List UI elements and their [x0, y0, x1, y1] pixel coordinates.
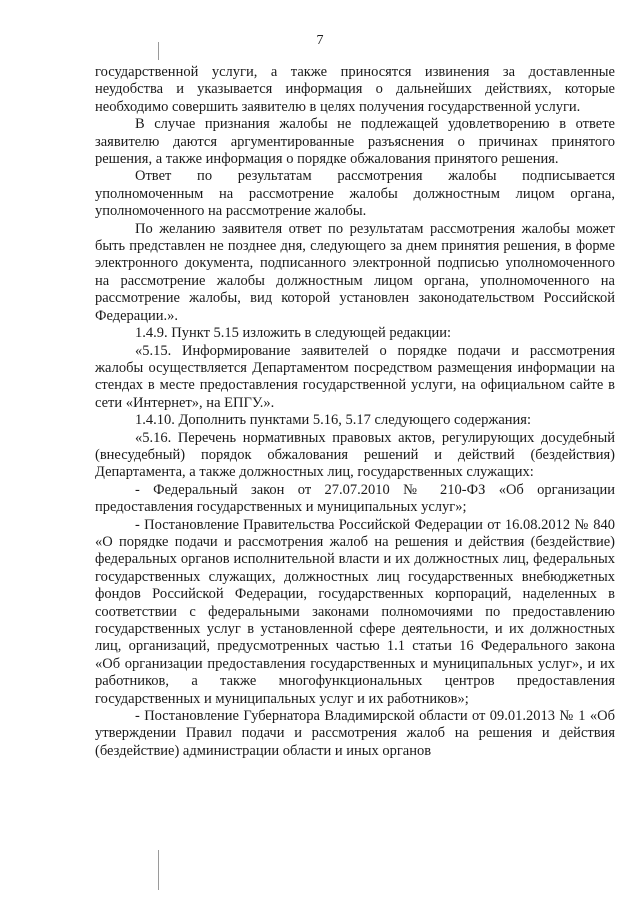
- paragraph-continuation: государственной услуги, а также приносятся извинения за доставленные неудобства и указывается информация о дальнейших действиях, которые необходимо совершить заявителю в целях получения государственной услуги.: [95, 64, 615, 115]
- list-item: - Постановление Правительства Российской Федерации от 16.08.2012 № 840 «О порядке подачи и рассмотрения жалоб на решения и действия (бездействие) федеральных органов исполнительной власти и их должностных лиц, федеральных государственных служащих, должностных лиц государственных внебюджетных фондов Российской Федерации, государственных корпораций, наделенных в соответствии с федеральными законами полномочиями по предоставлению государственных услуг в установленной сфере деятельности, и их должностных лиц, организаций, предусмотренных частью 1.1 статьи 16 Федерального закона «Об организации предоставления государственных и муниципальных услуг», и их работников, а также многофункциональных центров предоставления государственных и муниципальных услуг и их работников»;: [95, 516, 615, 707]
- list-item: - Постановление Губернатора Владимирской области от 09.01.2013 № 1 «Об утверждении Правил подачи и рассмотрения жалоб на решения и действия (бездействие) администрации области и иных органов: [95, 708, 615, 759]
- list-item: - Федеральный закон от 27.07.2010 № 210-ФЗ «Об организации предоставления государственных и муниципальных услуг»;: [95, 481, 615, 516]
- paragraph: «5.16. Перечень нормативных правовых актов, регулирующих досудебный (внесудебный) порядок обжалования решений и действий (бездействия) Департамента, а также должностных лиц, государственных служащих:: [95, 429, 615, 481]
- paragraph: «5.15. Информирование заявителей о порядке подачи и рассмотрения жалобы осуществляется Департаментом посредством размещения информации на стендах в месте предоставления государственной услуги, на официальном сайте в сети «Интернет», на ЕПГУ.».: [95, 342, 615, 411]
- paragraph: В случае признания жалобы не подлежащей удовлетворению в ответе заявителю даются аргументированные разъяснения о причинах принятого решения, а также информация о порядке обжалования принятого решения.: [95, 116, 615, 168]
- paragraph: Ответ по результатам рассмотрения жалобы подписывается уполномоченным на рассмотрение жалобы должностным лицом органа, уполномоченного на рассмотрение жалобы.: [95, 168, 615, 220]
- scan-mark-bottom: [158, 850, 159, 890]
- paragraph: По желанию заявителя ответ по результатам рассмотрения жалобы может быть представлен не позднее дня, следующего за днем принятия решения, в форме электронного документа, подписанного электронной подписью уполномоченного на рассмотрение жалобы должностным лицом органа, уполномоченного на рассмотрение жалобы, вид которой установлен законодательством Российской Федерации.».: [95, 220, 615, 324]
- paragraph: 1.4.9. Пункт 5.15 изложить в следующей редакции:: [135, 325, 452, 342]
- paragraph: 1.4.10. Дополнить пунктами 5.16, 5.17 следующего содержания:: [135, 412, 531, 429]
- scan-mark-top: [158, 42, 159, 60]
- document-body: [95, 64, 615, 760]
- page-number: 7: [316, 33, 324, 48]
